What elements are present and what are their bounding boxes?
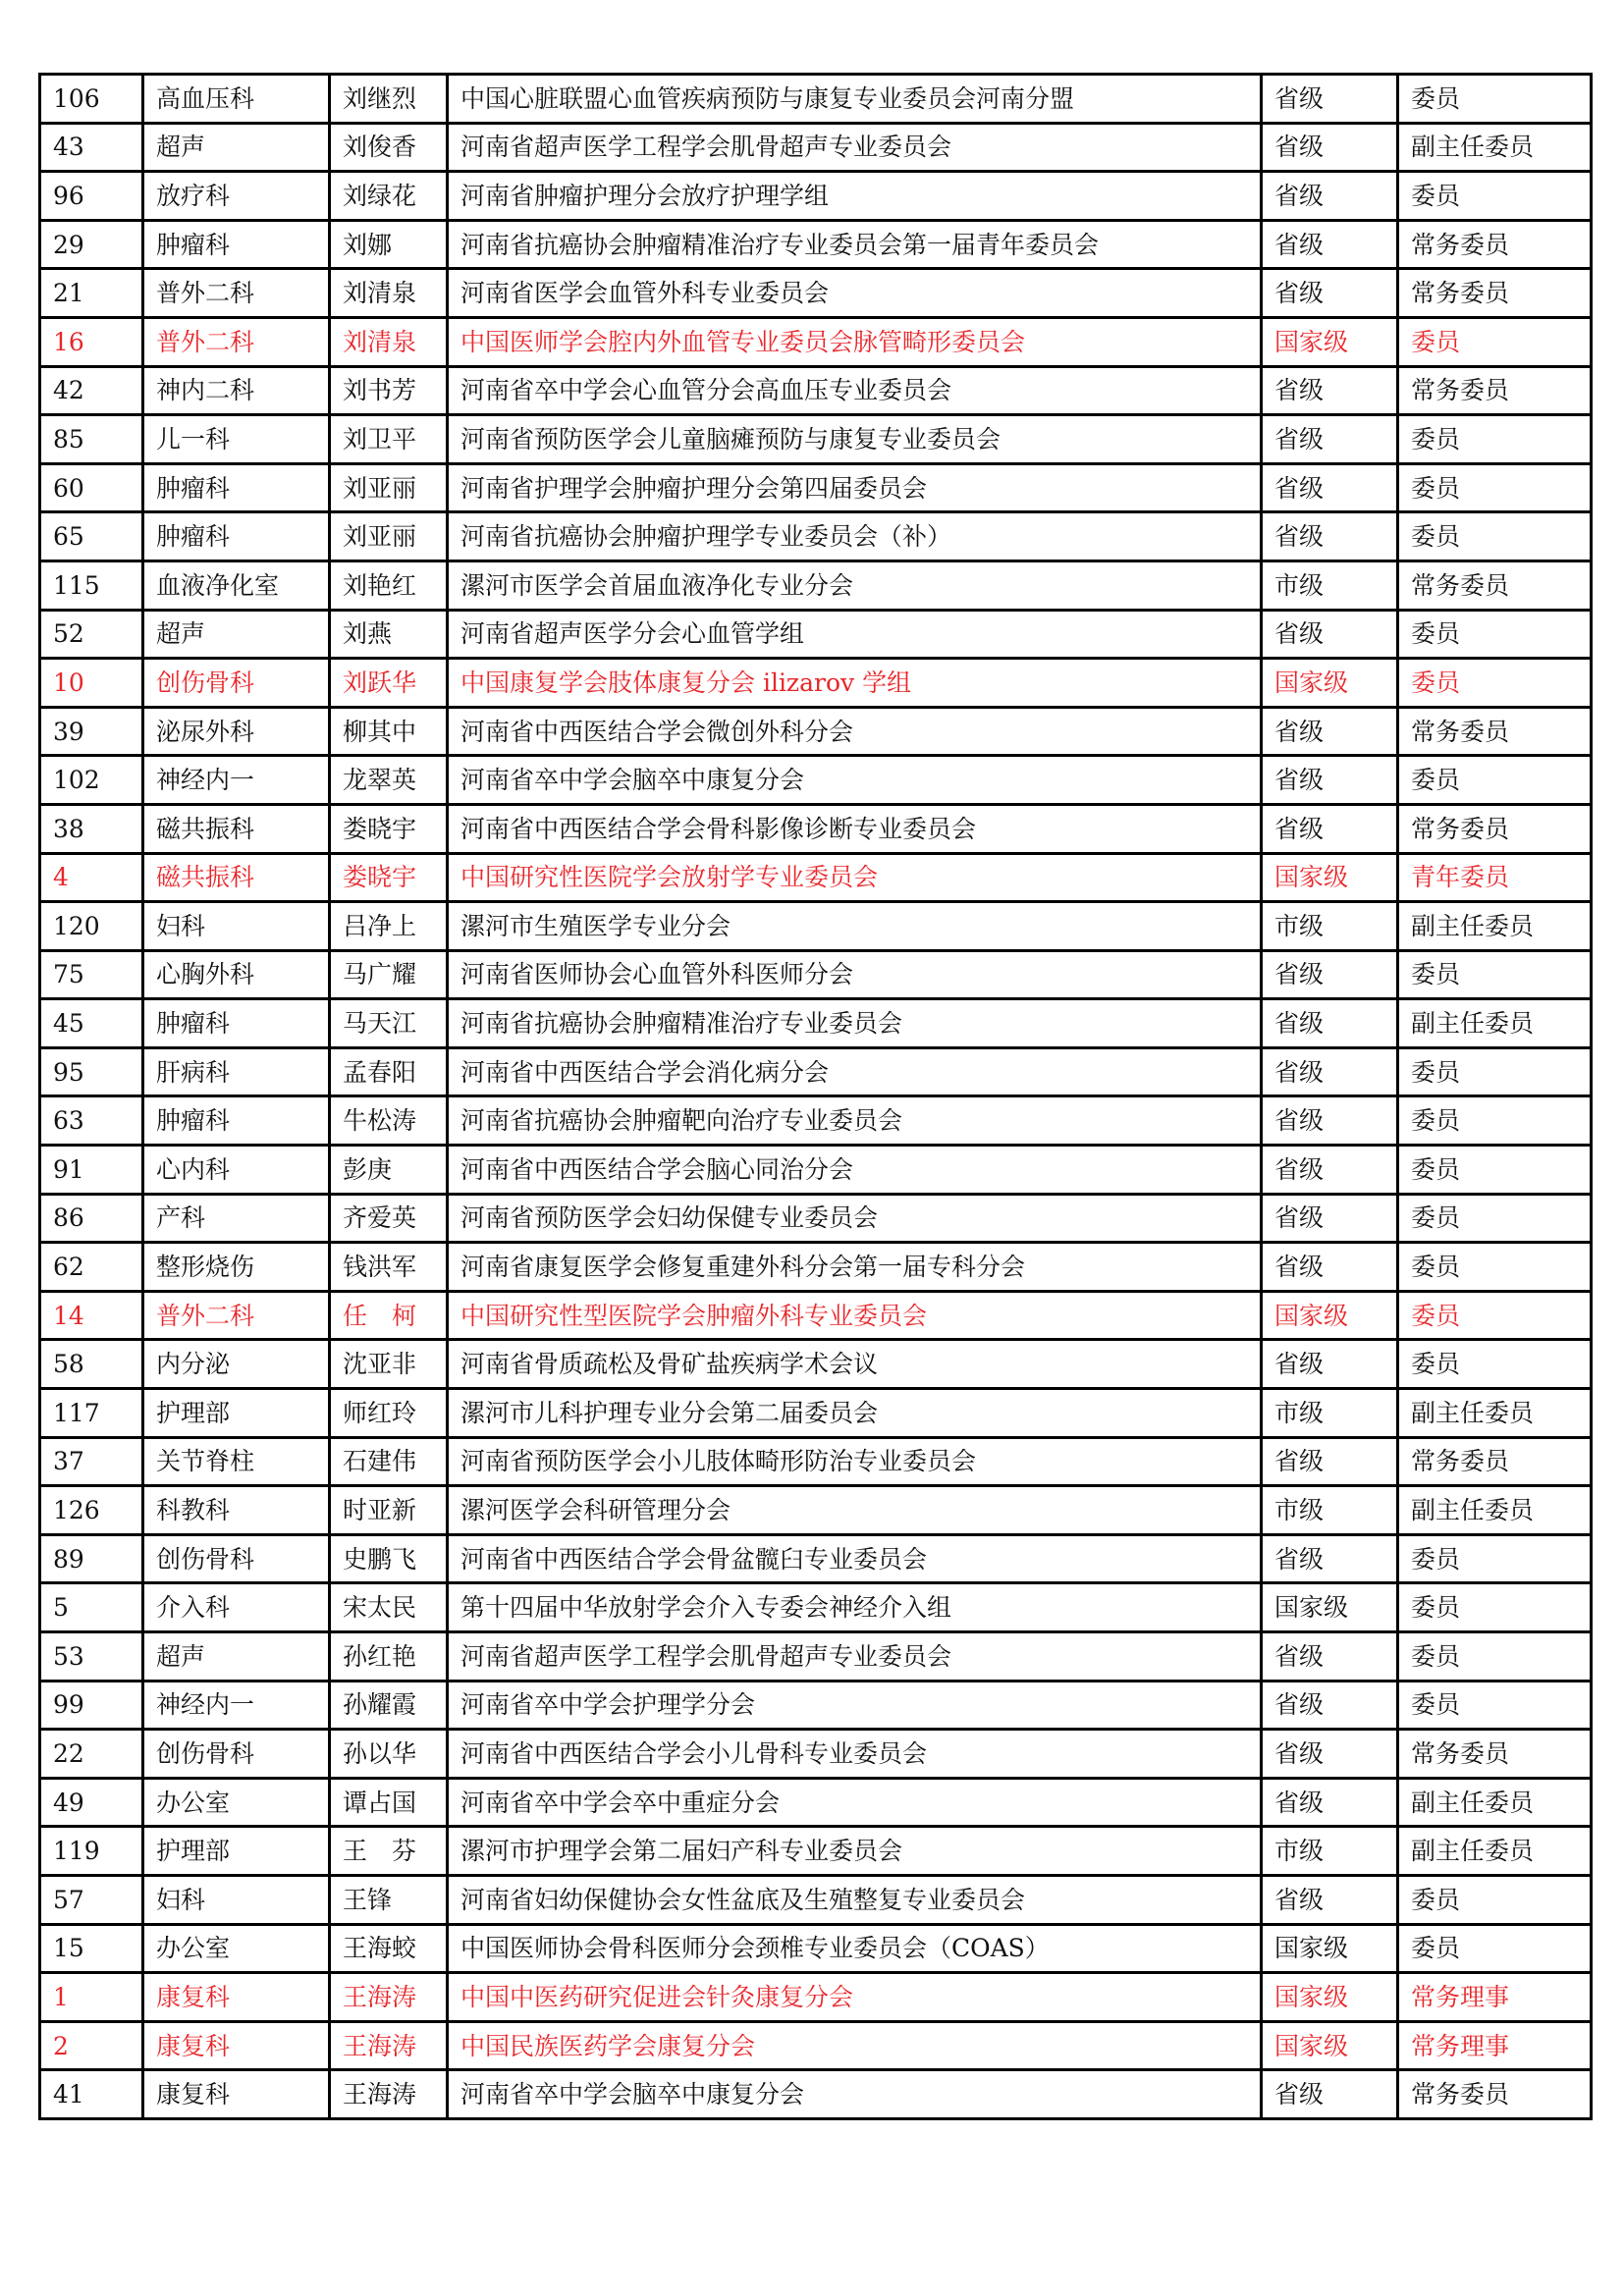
- level-cell: 国家级: [1262, 2021, 1398, 2070]
- department-cell: 肿瘤科: [143, 999, 330, 1048]
- role-cell: 委员: [1398, 1291, 1592, 1340]
- person-name-cell: 龙翠英: [330, 756, 448, 805]
- department-cell: 超声: [143, 610, 330, 659]
- person-name-cell: 刘俊香: [330, 123, 448, 172]
- organization-cell: 河南省护理学会肿瘤护理分会第四届委员会: [448, 463, 1262, 512]
- organization-cell: 河南省妇幼保健协会女性盆底及生殖整复专业委员会: [448, 1875, 1262, 1924]
- row-number-cell: 41: [40, 2070, 143, 2119]
- table-row: [40, 1146, 1592, 1195]
- level-cell: 省级: [1262, 1194, 1398, 1243]
- row-number-cell: 102: [40, 756, 143, 805]
- table-row: [40, 415, 1592, 464]
- level-cell: 省级: [1262, 220, 1398, 269]
- organization-cell: 河南省医师协会心血管外科医师分会: [448, 950, 1262, 999]
- organization-cell: 河南省超声医学分会心血管学组: [448, 610, 1262, 659]
- role-cell: 委员: [1398, 1583, 1592, 1632]
- person-name-cell: 刘娜: [330, 220, 448, 269]
- row-number-cell: 120: [40, 902, 143, 951]
- organization-cell: 河南省卒中学会脑卒中康复分会: [448, 2070, 1262, 2119]
- organization-cell: 漯河医学会科研管理分会: [448, 1486, 1262, 1535]
- department-cell: 创伤骨科: [143, 659, 330, 708]
- level-cell: 市级: [1262, 1389, 1398, 1438]
- row-number-cell: 75: [40, 950, 143, 999]
- role-cell: 常务委员: [1398, 366, 1592, 415]
- person-name-cell: 牛松涛: [330, 1096, 448, 1146]
- department-cell: 磁共振科: [143, 804, 330, 853]
- person-name-cell: 刘卫平: [330, 415, 448, 464]
- row-number-cell: 85: [40, 415, 143, 464]
- level-cell: 省级: [1262, 1096, 1398, 1146]
- row-number-cell: 53: [40, 1632, 143, 1682]
- department-cell: 办公室: [143, 1778, 330, 1827]
- organization-cell: 河南省预防医学会儿童脑瘫预防与康复专业委员会: [448, 415, 1262, 464]
- table-row: [40, 512, 1592, 561]
- level-cell: 省级: [1262, 1437, 1398, 1486]
- role-cell: 委员: [1398, 659, 1592, 708]
- organization-cell: 河南省卒中学会护理学分会: [448, 1681, 1262, 1730]
- person-name-cell: 娄晓宇: [330, 853, 448, 902]
- level-cell: 省级: [1262, 707, 1398, 756]
- table-row: [40, 1047, 1592, 1096]
- department-cell: 妇科: [143, 902, 330, 951]
- table-row: [40, 1194, 1592, 1243]
- role-cell: 副主任委员: [1398, 123, 1592, 172]
- row-number-cell: 15: [40, 1924, 143, 1973]
- level-cell: 省级: [1262, 1632, 1398, 1682]
- level-cell: 省级: [1262, 1146, 1398, 1195]
- row-number-cell: 10: [40, 659, 143, 708]
- table-row: [40, 1875, 1592, 1924]
- person-name-cell: 刘继烈: [330, 75, 448, 124]
- organization-cell: 河南省卒中学会卒中重症分会: [448, 1778, 1262, 1827]
- department-cell: 科教科: [143, 1486, 330, 1535]
- department-cell: 产科: [143, 1194, 330, 1243]
- row-number-cell: 21: [40, 269, 143, 318]
- table-row: [40, 123, 1592, 172]
- table-row: [40, 1340, 1592, 1389]
- department-cell: 护理部: [143, 1389, 330, 1438]
- department-cell: 神内二科: [143, 366, 330, 415]
- role-cell: 委员: [1398, 463, 1592, 512]
- level-cell: 省级: [1262, 1534, 1398, 1583]
- department-cell: 肿瘤科: [143, 463, 330, 512]
- table-row: [40, 1778, 1592, 1827]
- role-cell: 常务委员: [1398, 1730, 1592, 1779]
- level-cell: 国家级: [1262, 1924, 1398, 1973]
- role-cell: 委员: [1398, 1194, 1592, 1243]
- table-row: [40, 1681, 1592, 1730]
- row-number-cell: 99: [40, 1681, 143, 1730]
- person-name-cell: 王海涛: [330, 2070, 448, 2119]
- table-row: [40, 999, 1592, 1048]
- organization-cell: 河南省卒中学会心血管分会高血压专业委员会: [448, 366, 1262, 415]
- role-cell: 委员: [1398, 756, 1592, 805]
- level-cell: 省级: [1262, 1243, 1398, 1292]
- level-cell: 国家级: [1262, 1291, 1398, 1340]
- level-cell: 国家级: [1262, 659, 1398, 708]
- row-number-cell: 1: [40, 1973, 143, 2022]
- person-name-cell: 谭占国: [330, 1778, 448, 1827]
- organization-cell: 河南省抗癌协会肿瘤精准治疗专业委员会第一届青年委员会: [448, 220, 1262, 269]
- organization-cell: 河南省中西医结合学会骨科影像诊断专业委员会: [448, 804, 1262, 853]
- level-cell: 省级: [1262, 1730, 1398, 1779]
- person-name-cell: 彭庚: [330, 1146, 448, 1195]
- table-row: [40, 1243, 1592, 1292]
- table-row: [40, 561, 1592, 610]
- department-cell: 内分泌: [143, 1340, 330, 1389]
- person-name-cell: 刘书芳: [330, 366, 448, 415]
- role-cell: 委员: [1398, 1875, 1592, 1924]
- department-cell: 肝病科: [143, 1047, 330, 1096]
- person-name-cell: 孙红艳: [330, 1632, 448, 1682]
- department-cell: 血液净化室: [143, 561, 330, 610]
- table-row: [40, 1389, 1592, 1438]
- person-name-cell: 钱洪军: [330, 1243, 448, 1292]
- organization-cell: 河南省中西医结合学会微创外科分会: [448, 707, 1262, 756]
- person-name-cell: 王锋: [330, 1875, 448, 1924]
- department-cell: 普外二科: [143, 269, 330, 318]
- row-number-cell: 22: [40, 1730, 143, 1779]
- row-number-cell: 126: [40, 1486, 143, 1535]
- table-row: [40, 902, 1592, 951]
- row-number-cell: 29: [40, 220, 143, 269]
- person-name-cell: 沈亚非: [330, 1340, 448, 1389]
- row-number-cell: 4: [40, 853, 143, 902]
- department-cell: 神经内一: [143, 756, 330, 805]
- department-cell: 泌尿外科: [143, 707, 330, 756]
- person-name-cell: 齐爱英: [330, 1194, 448, 1243]
- row-number-cell: 89: [40, 1534, 143, 1583]
- row-number-cell: 60: [40, 463, 143, 512]
- row-number-cell: 115: [40, 561, 143, 610]
- organization-cell: 河南省抗癌协会肿瘤精准治疗专业委员会: [448, 999, 1262, 1048]
- table-row: [40, 853, 1592, 902]
- role-cell: 委员: [1398, 75, 1592, 124]
- row-number-cell: 63: [40, 1096, 143, 1146]
- table-row: [40, 1437, 1592, 1486]
- role-cell: 委员: [1398, 172, 1592, 221]
- role-cell: 常务委员: [1398, 561, 1592, 610]
- organization-cell: 河南省康复医学会修复重建外科分会第一届专科分会: [448, 1243, 1262, 1292]
- person-name-cell: 孟春阳: [330, 1047, 448, 1096]
- organization-cell: 河南省预防医学会妇幼保健专业委员会: [448, 1194, 1262, 1243]
- role-cell: 委员: [1398, 950, 1592, 999]
- level-cell: 省级: [1262, 804, 1398, 853]
- level-cell: 国家级: [1262, 853, 1398, 902]
- organization-cell: 中国康复学会肢体康复分会 ilizarov 学组: [448, 659, 1262, 708]
- department-cell: 肿瘤科: [143, 512, 330, 561]
- person-name-cell: 史鹏飞: [330, 1534, 448, 1583]
- department-cell: 磁共振科: [143, 853, 330, 902]
- role-cell: 委员: [1398, 317, 1592, 366]
- table-row: [40, 1534, 1592, 1583]
- department-cell: 儿一科: [143, 415, 330, 464]
- level-cell: 市级: [1262, 1486, 1398, 1535]
- table-row: [40, 2021, 1592, 2070]
- level-cell: 省级: [1262, 1047, 1398, 1096]
- row-number-cell: 38: [40, 804, 143, 853]
- role-cell: 常务委员: [1398, 220, 1592, 269]
- level-cell: 市级: [1262, 561, 1398, 610]
- organization-cell: 河南省抗癌协会肿瘤靶向治疗专业委员会: [448, 1096, 1262, 1146]
- department-cell: 普外二科: [143, 317, 330, 366]
- role-cell: 委员: [1398, 1243, 1592, 1292]
- person-name-cell: 娄晓宇: [330, 804, 448, 853]
- person-name-cell: 刘清泉: [330, 317, 448, 366]
- organization-cell: 河南省肿瘤护理分会放疗护理学组: [448, 172, 1262, 221]
- role-cell: 委员: [1398, 1681, 1592, 1730]
- role-cell: 常务委员: [1398, 2070, 1592, 2119]
- person-name-cell: 刘艳红: [330, 561, 448, 610]
- organization-cell: 中国民族医药学会康复分会: [448, 2021, 1262, 2070]
- department-cell: 创伤骨科: [143, 1534, 330, 1583]
- role-cell: 委员: [1398, 1632, 1592, 1682]
- role-cell: 副主任委员: [1398, 1827, 1592, 1876]
- level-cell: 市级: [1262, 902, 1398, 951]
- level-cell: 国家级: [1262, 1583, 1398, 1632]
- department-cell: 肿瘤科: [143, 1096, 330, 1146]
- level-cell: 省级: [1262, 512, 1398, 561]
- table-row: [40, 1827, 1592, 1876]
- row-number-cell: 117: [40, 1389, 143, 1438]
- level-cell: 省级: [1262, 172, 1398, 221]
- table-row: [40, 220, 1592, 269]
- organization-cell: 中国研究性医院学会放射学专业委员会: [448, 853, 1262, 902]
- person-name-cell: 王 芬: [330, 1827, 448, 1876]
- table-row: [40, 1730, 1592, 1779]
- row-number-cell: 57: [40, 1875, 143, 1924]
- role-cell: 副主任委员: [1398, 1486, 1592, 1535]
- row-number-cell: 39: [40, 707, 143, 756]
- department-cell: 创伤骨科: [143, 1730, 330, 1779]
- table-body: [40, 75, 1592, 2119]
- row-number-cell: 42: [40, 366, 143, 415]
- level-cell: 省级: [1262, 1340, 1398, 1389]
- person-name-cell: 王海涛: [330, 1973, 448, 2022]
- department-cell: 康复科: [143, 1973, 330, 2022]
- table-row: [40, 1486, 1592, 1535]
- role-cell: 委员: [1398, 1146, 1592, 1195]
- person-name-cell: 师红玲: [330, 1389, 448, 1438]
- organization-cell: 河南省超声医学工程学会肌骨超声专业委员会: [448, 123, 1262, 172]
- table-row: [40, 1291, 1592, 1340]
- role-cell: 委员: [1398, 1047, 1592, 1096]
- row-number-cell: 62: [40, 1243, 143, 1292]
- role-cell: 委员: [1398, 610, 1592, 659]
- department-cell: 普外二科: [143, 1291, 330, 1340]
- person-name-cell: 吕净上: [330, 902, 448, 951]
- role-cell: 青年委员: [1398, 853, 1592, 902]
- department-cell: 康复科: [143, 2021, 330, 2070]
- role-cell: 副主任委员: [1398, 1389, 1592, 1438]
- organization-cell: 河南省预防医学会小儿肢体畸形防治专业委员会: [448, 1437, 1262, 1486]
- department-cell: 心胸外科: [143, 950, 330, 999]
- organization-cell: 漯河市护理学会第二届妇产科专业委员会: [448, 1827, 1262, 1876]
- organization-cell: 漯河市儿科护理专业分会第二届委员会: [448, 1389, 1262, 1438]
- level-cell: 省级: [1262, 415, 1398, 464]
- role-cell: 委员: [1398, 1096, 1592, 1146]
- role-cell: 副主任委员: [1398, 902, 1592, 951]
- role-cell: 常务委员: [1398, 269, 1592, 318]
- level-cell: 省级: [1262, 75, 1398, 124]
- table-row: [40, 804, 1592, 853]
- table-row: [40, 659, 1592, 708]
- role-cell: 常务理事: [1398, 2021, 1592, 2070]
- role-cell: 副主任委员: [1398, 1778, 1592, 1827]
- department-cell: 康复科: [143, 2070, 330, 2119]
- table-row: [40, 317, 1592, 366]
- level-cell: 省级: [1262, 269, 1398, 318]
- row-number-cell: 52: [40, 610, 143, 659]
- person-name-cell: 孙以华: [330, 1730, 448, 1779]
- level-cell: 国家级: [1262, 317, 1398, 366]
- table-row: [40, 2070, 1592, 2119]
- department-cell: 高血压科: [143, 75, 330, 124]
- department-cell: 整形烧伤: [143, 1243, 330, 1292]
- person-name-cell: 刘绿花: [330, 172, 448, 221]
- row-number-cell: 119: [40, 1827, 143, 1876]
- person-name-cell: 石建伟: [330, 1437, 448, 1486]
- row-number-cell: 45: [40, 999, 143, 1048]
- person-name-cell: 王海涛: [330, 2021, 448, 2070]
- level-cell: 市级: [1262, 1827, 1398, 1876]
- role-cell: 委员: [1398, 512, 1592, 561]
- person-name-cell: 刘清泉: [330, 269, 448, 318]
- organization-cell: 中国医师协会骨科医师分会颈椎专业委员会（COAS）: [448, 1924, 1262, 1973]
- department-cell: 护理部: [143, 1827, 330, 1876]
- role-cell: 常务委员: [1398, 707, 1592, 756]
- row-number-cell: 37: [40, 1437, 143, 1486]
- role-cell: 常务委员: [1398, 804, 1592, 853]
- table-row: [40, 172, 1592, 221]
- role-cell: 委员: [1398, 1340, 1592, 1389]
- level-cell: 国家级: [1262, 1973, 1398, 2022]
- row-number-cell: 96: [40, 172, 143, 221]
- role-cell: 委员: [1398, 415, 1592, 464]
- row-number-cell: 2: [40, 2021, 143, 2070]
- table-row: [40, 707, 1592, 756]
- department-cell: 超声: [143, 1632, 330, 1682]
- department-cell: 心内科: [143, 1146, 330, 1195]
- role-cell: 委员: [1398, 1924, 1592, 1973]
- role-cell: 常务理事: [1398, 1973, 1592, 2022]
- table-row: [40, 1096, 1592, 1146]
- organization-cell: 中国心脏联盟心血管疾病预防与康复专业委员会河南分盟: [448, 75, 1262, 124]
- row-number-cell: 49: [40, 1778, 143, 1827]
- organization-cell: 河南省中西医结合学会消化病分会: [448, 1047, 1262, 1096]
- table-row: [40, 756, 1592, 805]
- person-name-cell: 柳其中: [330, 707, 448, 756]
- row-number-cell: 5: [40, 1583, 143, 1632]
- person-name-cell: 马广耀: [330, 950, 448, 999]
- table-row: [40, 950, 1592, 999]
- role-cell: 常务委员: [1398, 1437, 1592, 1486]
- table-row: [40, 1973, 1592, 2022]
- department-cell: 超声: [143, 123, 330, 172]
- person-name-cell: 刘亚丽: [330, 463, 448, 512]
- row-number-cell: 95: [40, 1047, 143, 1096]
- table-row: [40, 463, 1592, 512]
- table-row: [40, 269, 1592, 318]
- person-name-cell: 刘燕: [330, 610, 448, 659]
- person-name-cell: 王海蛟: [330, 1924, 448, 1973]
- person-name-cell: 马天江: [330, 999, 448, 1048]
- row-number-cell: 58: [40, 1340, 143, 1389]
- table-row: [40, 75, 1592, 124]
- organization-cell: 河南省中西医结合学会骨盆髋臼专业委员会: [448, 1534, 1262, 1583]
- person-name-cell: 刘跃华: [330, 659, 448, 708]
- row-number-cell: 43: [40, 123, 143, 172]
- organization-cell: 中国中医药研究促进会针灸康复分会: [448, 1973, 1262, 2022]
- level-cell: 省级: [1262, 1875, 1398, 1924]
- organization-cell: 第十四届中华放射学会介入专委会神经介入组: [448, 1583, 1262, 1632]
- level-cell: 省级: [1262, 610, 1398, 659]
- level-cell: 省级: [1262, 950, 1398, 999]
- level-cell: 省级: [1262, 999, 1398, 1048]
- row-number-cell: 65: [40, 512, 143, 561]
- organization-cell: 中国研究性型医院学会肿瘤外科专业委员会: [448, 1291, 1262, 1340]
- row-number-cell: 106: [40, 75, 143, 124]
- level-cell: 省级: [1262, 463, 1398, 512]
- membership-table: [38, 73, 1593, 2120]
- level-cell: 省级: [1262, 1778, 1398, 1827]
- row-number-cell: 16: [40, 317, 143, 366]
- table-row: [40, 366, 1592, 415]
- level-cell: 省级: [1262, 2070, 1398, 2119]
- organization-cell: 河南省抗癌协会肿瘤护理学专业委员会（补）: [448, 512, 1262, 561]
- table-row: [40, 1632, 1592, 1682]
- table-row: [40, 610, 1592, 659]
- department-cell: 办公室: [143, 1924, 330, 1973]
- organization-cell: 漯河市医学会首届血液净化专业分会: [448, 561, 1262, 610]
- organization-cell: 河南省医学会血管外科专业委员会: [448, 269, 1262, 318]
- department-cell: 妇科: [143, 1875, 330, 1924]
- level-cell: 省级: [1262, 123, 1398, 172]
- organization-cell: 河南省卒中学会脑卒中康复分会: [448, 756, 1262, 805]
- department-cell: 介入科: [143, 1583, 330, 1632]
- row-number-cell: 86: [40, 1194, 143, 1243]
- level-cell: 省级: [1262, 756, 1398, 805]
- organization-cell: 河南省中西医结合学会小儿骨科专业委员会: [448, 1730, 1262, 1779]
- organization-cell: 漯河市生殖医学专业分会: [448, 902, 1262, 951]
- row-number-cell: 91: [40, 1146, 143, 1195]
- department-cell: 放疗科: [143, 172, 330, 221]
- organization-cell: 河南省超声医学工程学会肌骨超声专业委员会: [448, 1632, 1262, 1682]
- level-cell: 省级: [1262, 1681, 1398, 1730]
- organization-cell: 河南省骨质疏松及骨矿盐疾病学术会议: [448, 1340, 1262, 1389]
- role-cell: 委员: [1398, 1534, 1592, 1583]
- table-row: [40, 1583, 1592, 1632]
- person-name-cell: 孙耀霞: [330, 1681, 448, 1730]
- row-number-cell: 14: [40, 1291, 143, 1340]
- organization-cell: 中国医师学会腔内外血管专业委员会脉管畸形委员会: [448, 317, 1262, 366]
- table-row: [40, 1924, 1592, 1973]
- department-cell: 肿瘤科: [143, 220, 330, 269]
- department-cell: 关节脊柱: [143, 1437, 330, 1486]
- role-cell: 副主任委员: [1398, 999, 1592, 1048]
- person-name-cell: 刘亚丽: [330, 512, 448, 561]
- department-cell: 神经内一: [143, 1681, 330, 1730]
- person-name-cell: 时亚新: [330, 1486, 448, 1535]
- person-name-cell: 宋太民: [330, 1583, 448, 1632]
- person-name-cell: 任 柯: [330, 1291, 448, 1340]
- organization-cell: 河南省中西医结合学会脑心同治分会: [448, 1146, 1262, 1195]
- level-cell: 省级: [1262, 366, 1398, 415]
